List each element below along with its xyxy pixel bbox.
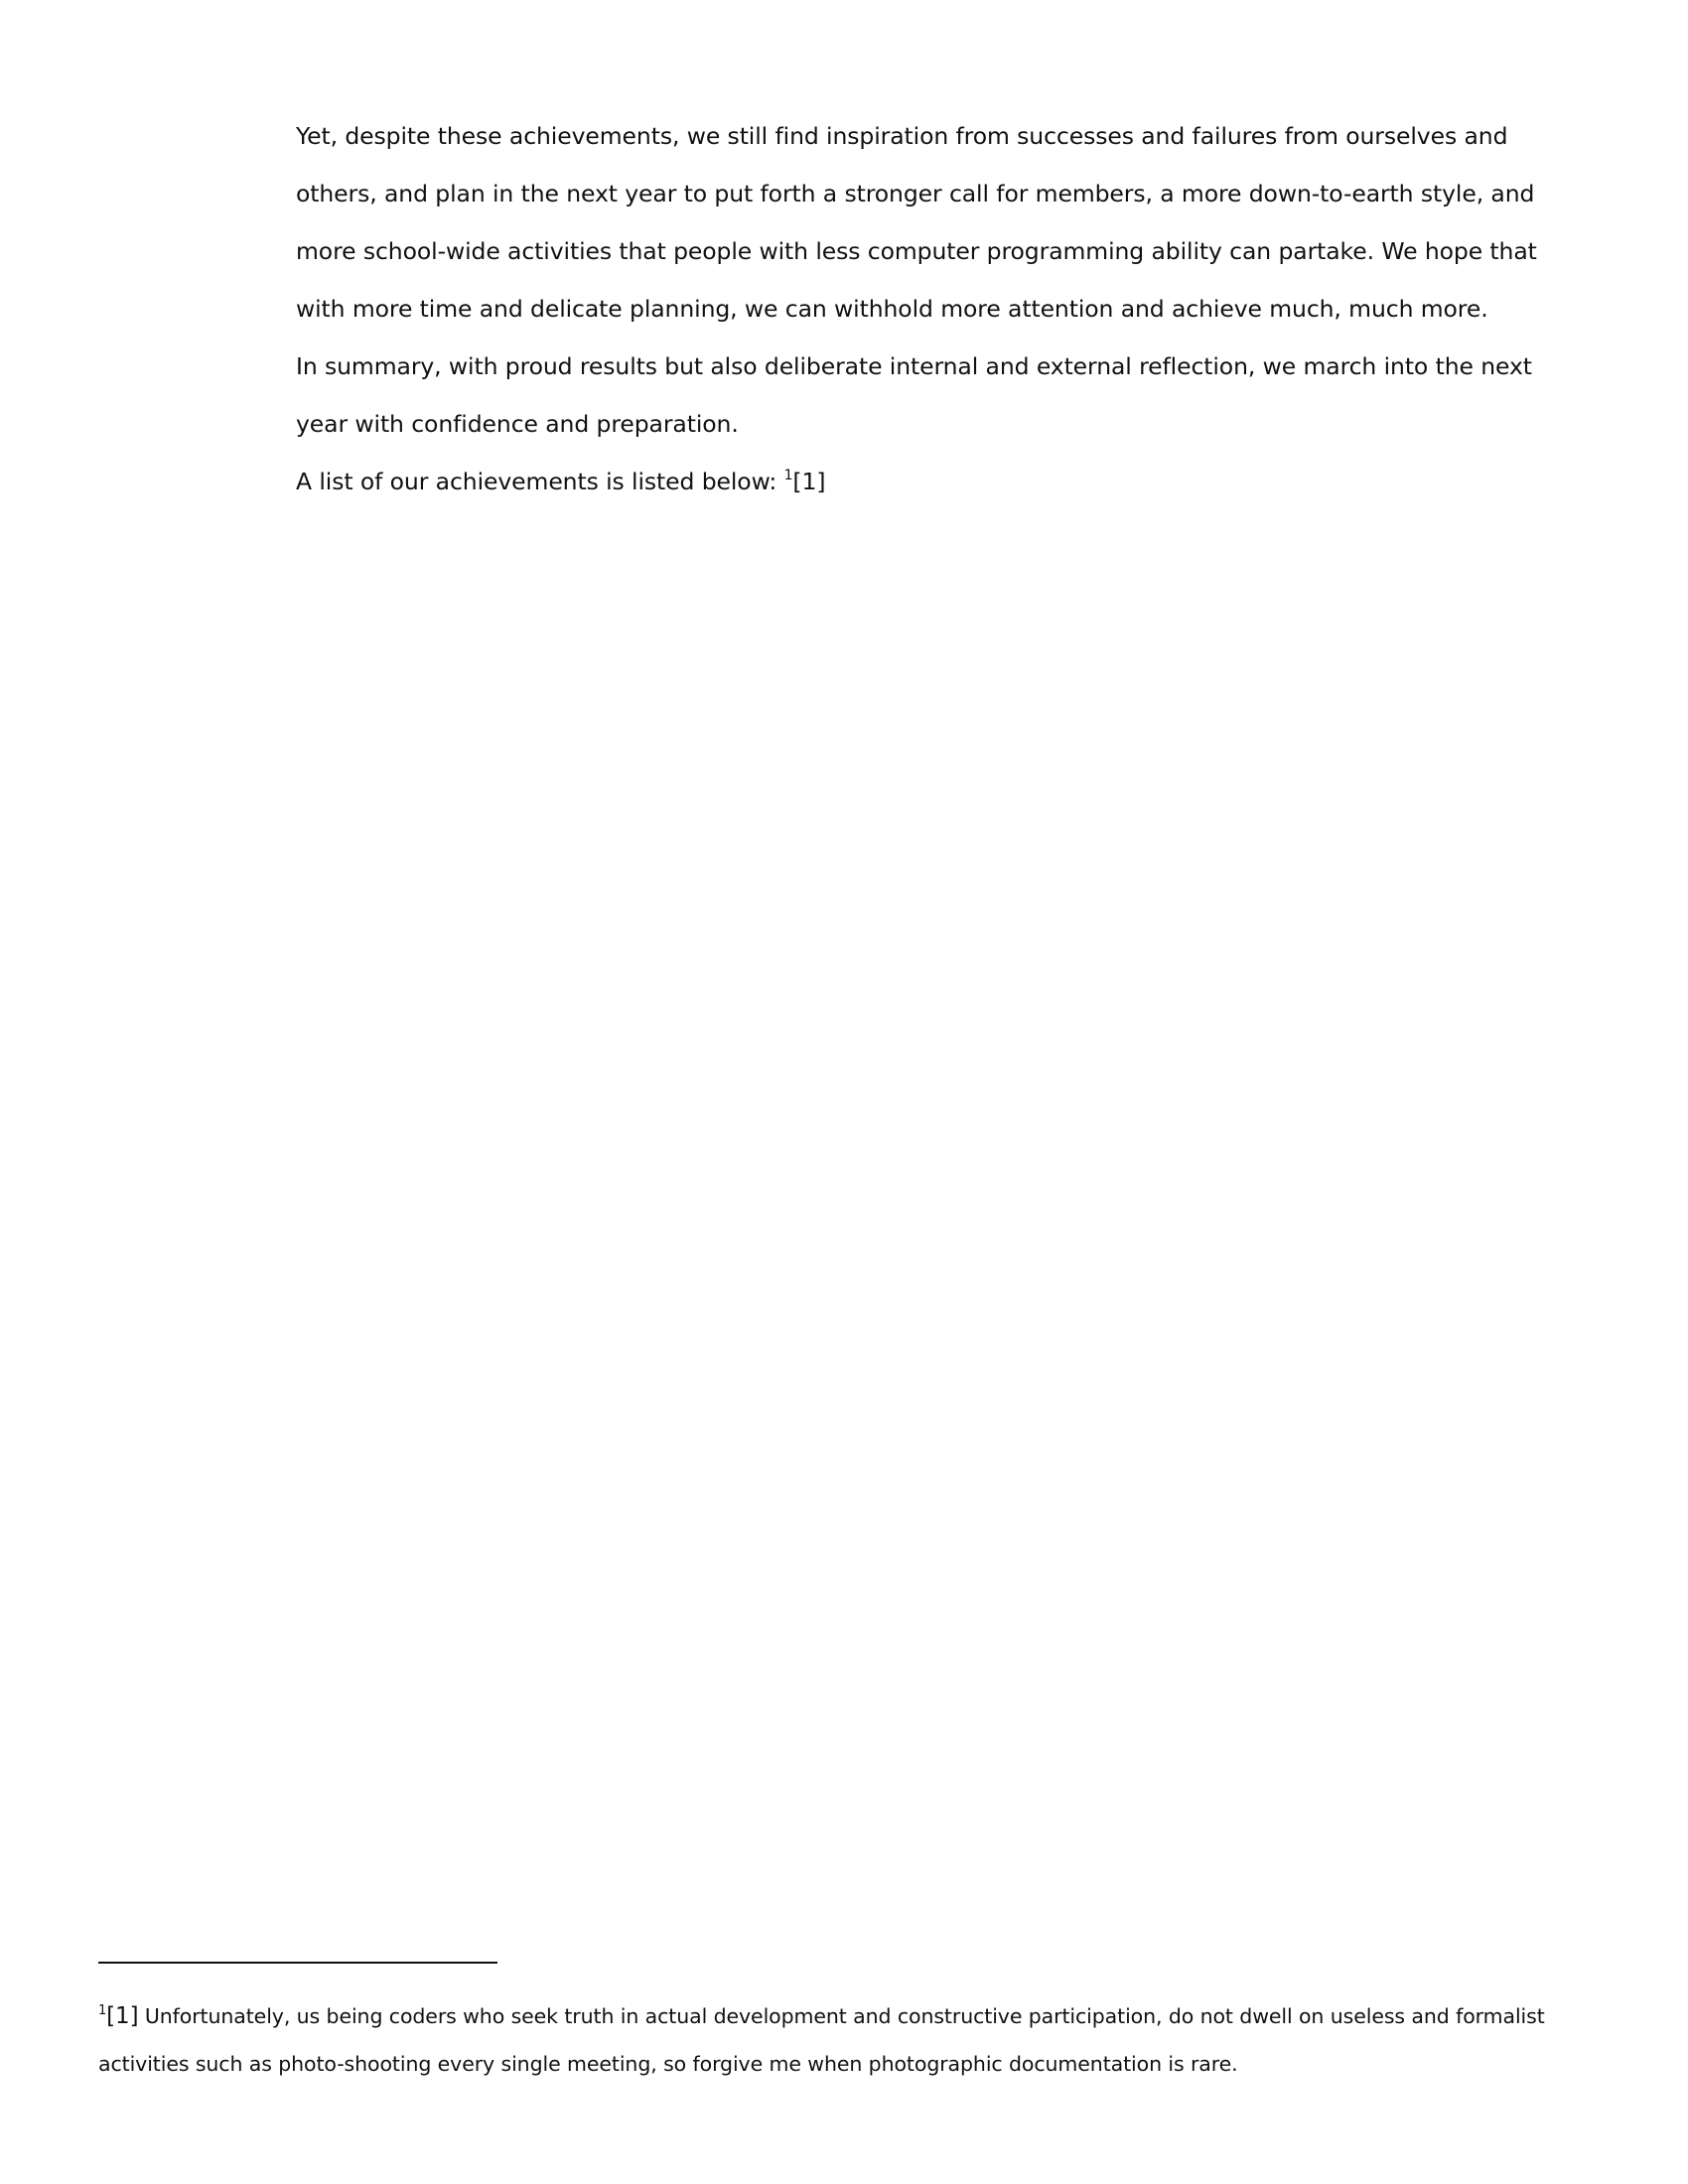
footnote-reference-number: 1 [783, 468, 793, 483]
paragraph-summary: In summary, with proud results but also deliberate internal and external reflection, we march into the next year with confidence and preparation. [296, 352, 1532, 438]
footnote-marker-number: 1 [98, 2003, 107, 2018]
list-intro-text: A list of our achievements is listed below: [296, 468, 784, 495]
footnote-marker[interactable] [98, 2004, 138, 2028]
paragraph-achievements-reflection: Yet, despite these achievements, we still find inspiration from successes and failures from ourselves and others, and plan in the next year to put forth a stronger call for members, a more down-to-earth style, and more school-wide activities that people with less computer programming ability can partake. We hope that with more time and delicate planning, we can withhold more attention and achieve much, much more. [296, 122, 1537, 323]
footnote-text: Unfortunately, us being coders who seek truth in actual development and constructive participation, do not dwell on useless and formalist activities such as photo-shooting every single meeting, so forgive me when photographic documentation is rare. [98, 2004, 1545, 2076]
footnote-marker-bracket: [1] [106, 2003, 139, 2029]
footnote-text-block [98, 1994, 1608, 2086]
footnote-reference[interactable] [784, 468, 826, 495]
footnote [98, 1994, 1608, 2086]
paragraph-list-intro [296, 453, 1587, 514]
footnote-separator [98, 1962, 497, 1964]
footnote-reference-bracket: [1] [792, 468, 826, 495]
document-body [296, 107, 1587, 514]
